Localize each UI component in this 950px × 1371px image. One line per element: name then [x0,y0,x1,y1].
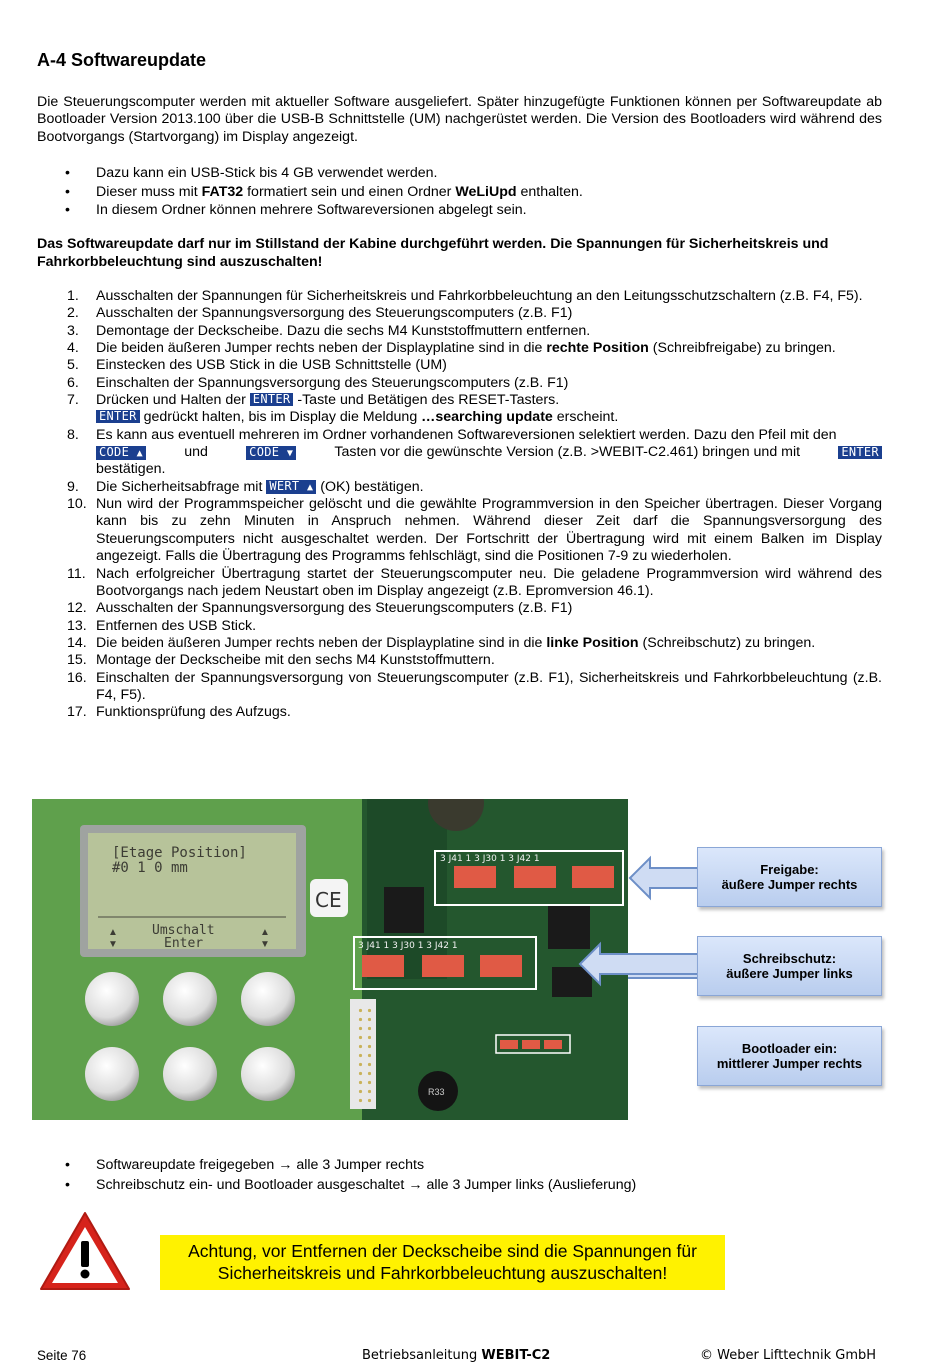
list-item: 13. Entfernen des USB Stick. [67,617,257,634]
enter-key-icon: ENTER [96,410,140,423]
attention-box: Achtung, vor Entfernen der Deckscheibe sind die Spannungen für Sicherheitskreis und Fahrkorbbeleuchtung auszuschalten! [160,1235,725,1290]
list-item: 8. Es kann aus eventuell mehreren im Ordner vorhandenen Softwareversionen selektiert werden. Dazu den Pfeil mit den CODE ▲ und CODE ▼ Tasten vor die gewünschte Version (z.B. >WEBIT-C2.461) bringen und mit ENTER bestätigen. [37,427,882,479]
list-item: 7. Drücken und Halten der ENTER -Taste und Betätigen des RESET-Tasters. ENTER gedrückt halten, bis im Display die Meldung …searching update erscheint. [67,392,619,426]
svg-text:▼: ▼ [108,939,118,950]
list-item: • Dieser muss mit FAT32 formatiert sein und einen Ordner WeLiUpd enthalten. [37,183,882,202]
lcd-softkey-2: Enter [164,936,204,951]
footer-copyright: © Weber Lifttechnik GmbH [700,1348,877,1363]
list-item: 5. Einstecken des USB Stick in die USB Schnittstelle (UM) [67,357,447,374]
list-item: • Schreibschutz ein- und Bootloader ausgeschaltet → alle 3 Jumper links (Auslieferung) [37,1175,882,1195]
arrow-left-icon [580,944,698,984]
list-item: 6. Einschalten der Spannungsversorgung des Steuerungscomputers (z.B. F1) [67,374,569,391]
lcd-line-1: [Etage Position] [112,845,247,861]
list-item: 14. Die beiden äußeren Jumper rechts neben der Displayplatine sind in die linke Position (Schreibschutz) zu bringen. [67,634,816,651]
lcd-softkey-1: Umschalt [152,923,215,938]
jumper-summary-list [37,1155,882,1195]
svg-text:▲: ▲ [108,927,118,938]
list-item: 10. Nun wird der Programmspeicher gelöscht und die gewählte Programmversion in den Speicher übertragen. Dieser Vorgang kann bis zu zehn Minuten in Anspruch nehmen. Während dieser Zeit darf die Spannungsversorgung des Steuerungscomputers nicht ausgeschaltet werden. Der Fortschritt der Übertragung wird mit einem Balken im Display angezeigt. Falls die Übertragung des Programms fehlschlägt, sind die Positionen 7-9 zu wiederholen. [67,496,882,565]
lcd-line-2: #0 1 0 mm [112,860,188,876]
callout-freigabe: Freigabe: äußere Jumper rechts [697,847,882,907]
list-item: 9. Die Sicherheitsabfrage mit WERT ▲ (OK) bestätigen. [67,478,424,495]
update-steps-list [37,288,882,722]
list-item: 11. Nach erfolgreicher Übertragung startet der Steuerungscomputer neu. Die geladene Programmversion wird während des Bootvorgangs nach jedem Neustart oben im Display angezeigt (z.B. Epromversion 46.1). [67,565,882,599]
ce-mark: CE [315,888,342,912]
footer-page-number: Seite 76 [37,1348,87,1363]
list-item: 4. Die beiden äußeren Jumper rechts neben der Displayplatine sind in die rechte Position (Schreibfreigabe) zu bringen. [67,340,836,357]
jumper-labels-top: 3 J41 1 3 J30 1 3 J42 1 [440,854,540,864]
code-down-key-icon: CODE ▼ [246,446,296,460]
requirements-list [37,164,882,220]
list-item: • In diesem Ordner können mehrere Softwareversionen abgelegt sein. [37,201,882,220]
pcb-photo [32,799,628,1120]
list-item: • Dazu kann ein USB-Stick bis 4 GB verwendet werden. [37,164,882,183]
list-item: 12. Ausschalten der Spannungsversorgung des Steuerungscomputers (z.B. F1) [67,600,573,617]
jumper-labels-mid: 3 J41 1 3 J30 1 3 J42 1 [358,941,458,951]
callout-bootloader: Bootloader ein: mittlerer Jumper rechts [697,1026,882,1086]
pcb-illustration [32,799,628,1120]
safety-warning-text: Das Softwareupdate darf nur im Stillstand der Kabine durchgeführt werden. Die Spannungen für Sicherheitskreis und Fahrkorbbeleuchtung sind auszuschalten! [37,236,829,270]
svg-text:▲: ▲ [260,927,270,938]
page-title: A-4 Softwareupdate [37,50,207,70]
code-up-key-icon: CODE ▲ [96,446,146,460]
wert-up-key-icon: WERT ▲ [266,480,316,494]
inductor-label: R33 [428,1087,445,1097]
enter-key-icon: ENTER [838,446,882,459]
list-item: 15. Montage der Deckscheibe mit den sechs M4 Kunststoffmuttern. [67,652,495,669]
arrow-left-icon [630,858,698,898]
intro-paragraph: Die Steuerungscomputer werden mit aktueller Software ausgeliefert. Später hinzugefügte Funktionen können per Softwareupdate ab Bootloader Version 2013.100 über die USB-B Schnittstelle (UM) nachgerüstet werden. Die Version des Bootloaders wird während des Bootvorgangs (Startvorgang) im Display angezeigt. [37,94,882,145]
enter-key-icon: ENTER [250,393,294,406]
list-item: • Softwareupdate freigegeben → alle 3 Jumper rechts [37,1155,882,1175]
callout-schreibschutz: Schreibschutz: äußere Jumper links [697,936,882,996]
list-item: 17. Funktionsprüfung des Aufzugs. [67,704,291,721]
svg-text:▼: ▼ [260,939,270,950]
callout-arrow-2 [578,940,698,990]
list-item: 2. Ausschalten der Spannungsversorgung des Steuerungscomputers (z.B. F1) [67,305,573,322]
warning-triangle-icon [38,1210,132,1292]
list-item: 3. Demontage der Deckscheibe. Dazu die sechs M4 Kunststoffmuttern entfernen. [67,322,591,339]
footer-manual-title: Betriebsanleitung WEBIT-C2 [362,1348,551,1363]
list-item: 1. Ausschalten der Spannungen für Sicherheitskreis und Fahrkorbbeleuchtung an den Leitungsschutzschaltern (z.B. F4, F5). [67,288,863,304]
list-item: 16. Einschalten der Spannungsversorgung von Steuerungscomputer (z.B. F1), Sicherheitskreis und Fahrkorbbeleuchtung (z.B. F4, F5). [67,669,882,703]
